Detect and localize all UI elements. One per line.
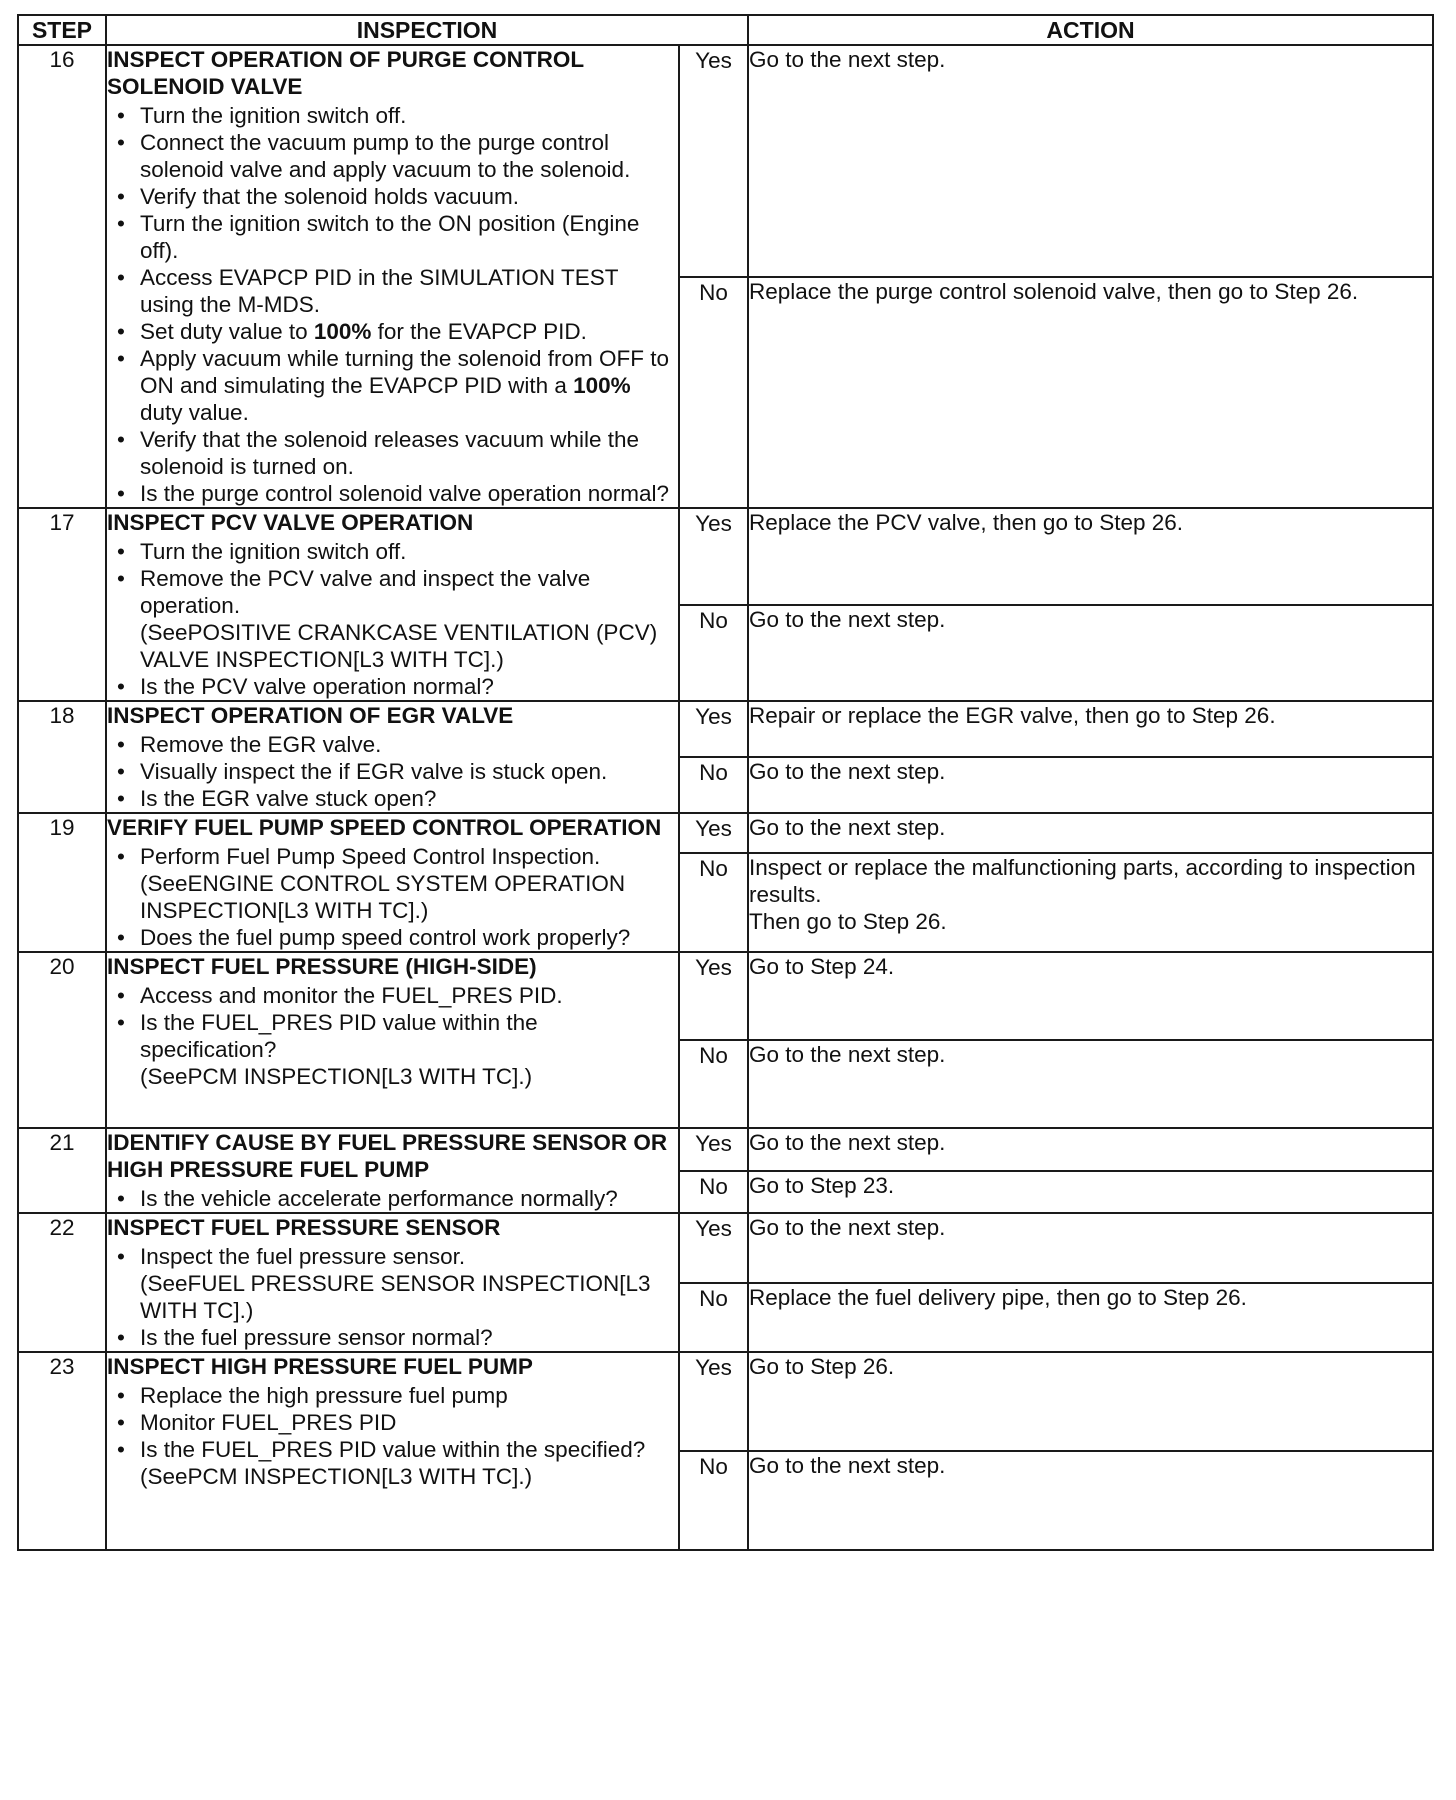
answer-no: No (679, 277, 748, 509)
list-item: • Is the purge control solenoid valve operation normal? (107, 480, 678, 507)
action-yes: Go to the next step. (748, 1213, 1433, 1283)
inspection-cell (106, 45, 679, 508)
inspection-bullets (107, 843, 678, 951)
text-span: Apply vacuum while turning the solenoid from OFF to ON and simulating the EVAPCP PID with a (140, 346, 669, 398)
table-row (18, 1213, 1433, 1283)
table-row (18, 813, 1433, 853)
action-no: Go to the next step. (748, 1451, 1433, 1550)
step-number: 23 (18, 1352, 106, 1550)
list-item: • Monitor FUEL_PRES PID (107, 1409, 678, 1436)
bold-value: 100% (313, 319, 372, 344)
table-row (18, 508, 1433, 605)
list-item: • Access EVAPCP PID in the SIMULATION TEST using the M-MDS. (107, 264, 678, 318)
table-row (18, 1128, 1433, 1171)
action-yes: Go to the next step. (748, 1128, 1433, 1171)
inspection-bullets (107, 982, 678, 1090)
answer-no: No (679, 1451, 748, 1550)
list-item: • Turn the ignition switch to the ON position (Engine off). (107, 210, 678, 264)
action-yes: Go to the next step. (748, 813, 1433, 853)
step-number: 18 (18, 701, 106, 813)
list-item (107, 318, 678, 345)
list-item: • Connect the vacuum pump to the purge control solenoid valve and apply vacuum to the solenoid. (107, 129, 678, 183)
list-item: • Does the fuel pump speed control work properly? (107, 924, 678, 951)
step-title: INSPECT FUEL PRESSURE SENSOR (107, 1215, 501, 1240)
list-item (107, 1009, 678, 1090)
answer-no: No (679, 1171, 748, 1214)
reference-text: (SeeFUEL PRESSURE SENSOR INSPECTION[L3 WITH TC].) (140, 1271, 651, 1323)
inspection-cell (106, 1352, 679, 1550)
table-row (18, 45, 1433, 277)
answer-no: No (679, 605, 748, 702)
step-number: 17 (18, 508, 106, 701)
action-no (748, 853, 1433, 952)
inspection-cell (106, 1213, 679, 1352)
inspection-cell (106, 701, 679, 813)
text-span: Inspect the fuel pressure sensor. (140, 1244, 466, 1269)
header-inspection: INSPECTION (106, 15, 748, 45)
step-number: 21 (18, 1128, 106, 1213)
step-number: 22 (18, 1213, 106, 1352)
action-line: Then go to Step 26. (749, 909, 947, 935)
action-no: Go to the next step. (748, 1040, 1433, 1128)
action-no: Go to the next step. (748, 605, 1433, 702)
reference-text: (SeePCM INSPECTION[L3 WITH TC].) (140, 1464, 533, 1489)
inspection-cell (106, 813, 679, 952)
text-span: Set duty value to (140, 319, 314, 344)
text-span: duty value. (140, 400, 249, 425)
list-item: • Turn the ignition switch off. (107, 538, 678, 565)
answer-yes: Yes (679, 508, 748, 605)
step-title: VERIFY FUEL PUMP SPEED CONTROL OPERATION (107, 815, 662, 840)
list-item (107, 843, 678, 924)
action-yes: Go to the next step. (748, 45, 1433, 277)
bold-value: 100% (573, 373, 631, 398)
answer-no: No (679, 853, 748, 952)
list-item: • Is the EGR valve stuck open? (107, 785, 678, 812)
list-item: • Is the vehicle accelerate performance normally? (107, 1185, 678, 1212)
text-span: for the EVAPCP PID. (371, 319, 587, 344)
diagnostic-procedure-table (17, 14, 1434, 1551)
list-item: • Replace the high pressure fuel pump (107, 1382, 678, 1409)
list-item (107, 1436, 678, 1490)
inspection-bullets (107, 1185, 678, 1212)
answer-yes: Yes (679, 952, 748, 1040)
action-no: Go to the next step. (748, 757, 1433, 813)
list-item (107, 1243, 678, 1324)
action-line: Inspect or replace the malfunctioning parts, according to inspection results. (749, 855, 1416, 908)
list-item (107, 345, 678, 426)
answer-yes: Yes (679, 45, 748, 277)
action-no: Go to Step 23. (748, 1171, 1433, 1214)
header-action: ACTION (748, 15, 1433, 45)
text-span: Perform Fuel Pump Speed Control Inspection. (140, 844, 601, 869)
step-title: INSPECT OPERATION OF PURGE CONTROL SOLENOID VALVE (107, 47, 584, 99)
step-title: INSPECT OPERATION OF EGR VALVE (107, 703, 514, 728)
list-item: • Turn the ignition switch off. (107, 102, 678, 129)
inspection-cell (106, 952, 679, 1128)
step-title: INSPECT FUEL PRESSURE (HIGH-SIDE) (107, 954, 537, 979)
action-yes: Repair or replace the EGR valve, then go to Step 26. (748, 701, 1433, 757)
answer-yes: Yes (679, 1213, 748, 1283)
inspection-bullets (107, 538, 678, 700)
action-yes: Go to Step 26. (748, 1352, 1433, 1451)
answer-no: No (679, 1040, 748, 1128)
text-span: Remove the PCV valve and inspect the valve operation. (140, 566, 591, 618)
table-header-row (18, 15, 1433, 45)
text-span: Is the FUEL_PRES PID value within the specified? (140, 1437, 646, 1462)
list-item: • Is the PCV valve operation normal? (107, 673, 678, 700)
list-item: • Verify that the solenoid holds vacuum. (107, 183, 678, 210)
list-item: • Is the fuel pressure sensor normal? (107, 1324, 678, 1351)
inspection-cell (106, 508, 679, 701)
answer-yes: Yes (679, 701, 748, 757)
inspection-bullets (107, 1243, 678, 1351)
action-yes: Replace the PCV valve, then go to Step 26. (748, 508, 1433, 605)
inspection-bullets (107, 102, 678, 507)
answer-yes: Yes (679, 1128, 748, 1171)
inspection-bullets (107, 1382, 678, 1490)
step-number: 16 (18, 45, 106, 508)
table-row (18, 701, 1433, 757)
step-title: INSPECT HIGH PRESSURE FUEL PUMP (107, 1354, 533, 1379)
reference-text: (SeePOSITIVE CRANKCASE VENTILATION (PCV) VALVE INSPECTION[L3 WITH TC].) (140, 620, 658, 672)
table-row (18, 1352, 1433, 1451)
list-item: • Visually inspect the if EGR valve is stuck open. (107, 758, 678, 785)
action-no: Replace the purge control solenoid valve, then go to Step 26. (748, 277, 1433, 509)
text-span: Is the FUEL_PRES PID value within the specification? (140, 1010, 538, 1062)
inspection-cell (106, 1128, 679, 1213)
step-title: INSPECT PCV VALVE OPERATION (107, 510, 474, 535)
action-yes: Go to Step 24. (748, 952, 1433, 1040)
reference-text: (SeePCM INSPECTION[L3 WITH TC].) (140, 1064, 533, 1089)
action-no: Replace the fuel delivery pipe, then go to Step 26. (748, 1283, 1433, 1353)
step-title: IDENTIFY CAUSE BY FUEL PRESSURE SENSOR OR HIGH PRESSURE FUEL PUMP (107, 1130, 668, 1182)
answer-yes: Yes (679, 813, 748, 853)
list-item (107, 565, 678, 673)
answer-no: No (679, 1283, 748, 1353)
header-step: STEP (18, 15, 106, 45)
list-item: • Verify that the solenoid releases vacuum while the solenoid is turned on. (107, 426, 678, 480)
inspection-bullets (107, 731, 678, 812)
table-row (18, 952, 1433, 1040)
list-item: • Remove the EGR valve. (107, 731, 678, 758)
step-number: 19 (18, 813, 106, 952)
answer-no: No (679, 757, 748, 813)
answer-yes: Yes (679, 1352, 748, 1451)
step-number: 20 (18, 952, 106, 1128)
list-item: • Access and monitor the FUEL_PRES PID. (107, 982, 678, 1009)
reference-text: (SeeENGINE CONTROL SYSTEM OPERATION INSPECTION[L3 WITH TC].) (140, 871, 626, 923)
